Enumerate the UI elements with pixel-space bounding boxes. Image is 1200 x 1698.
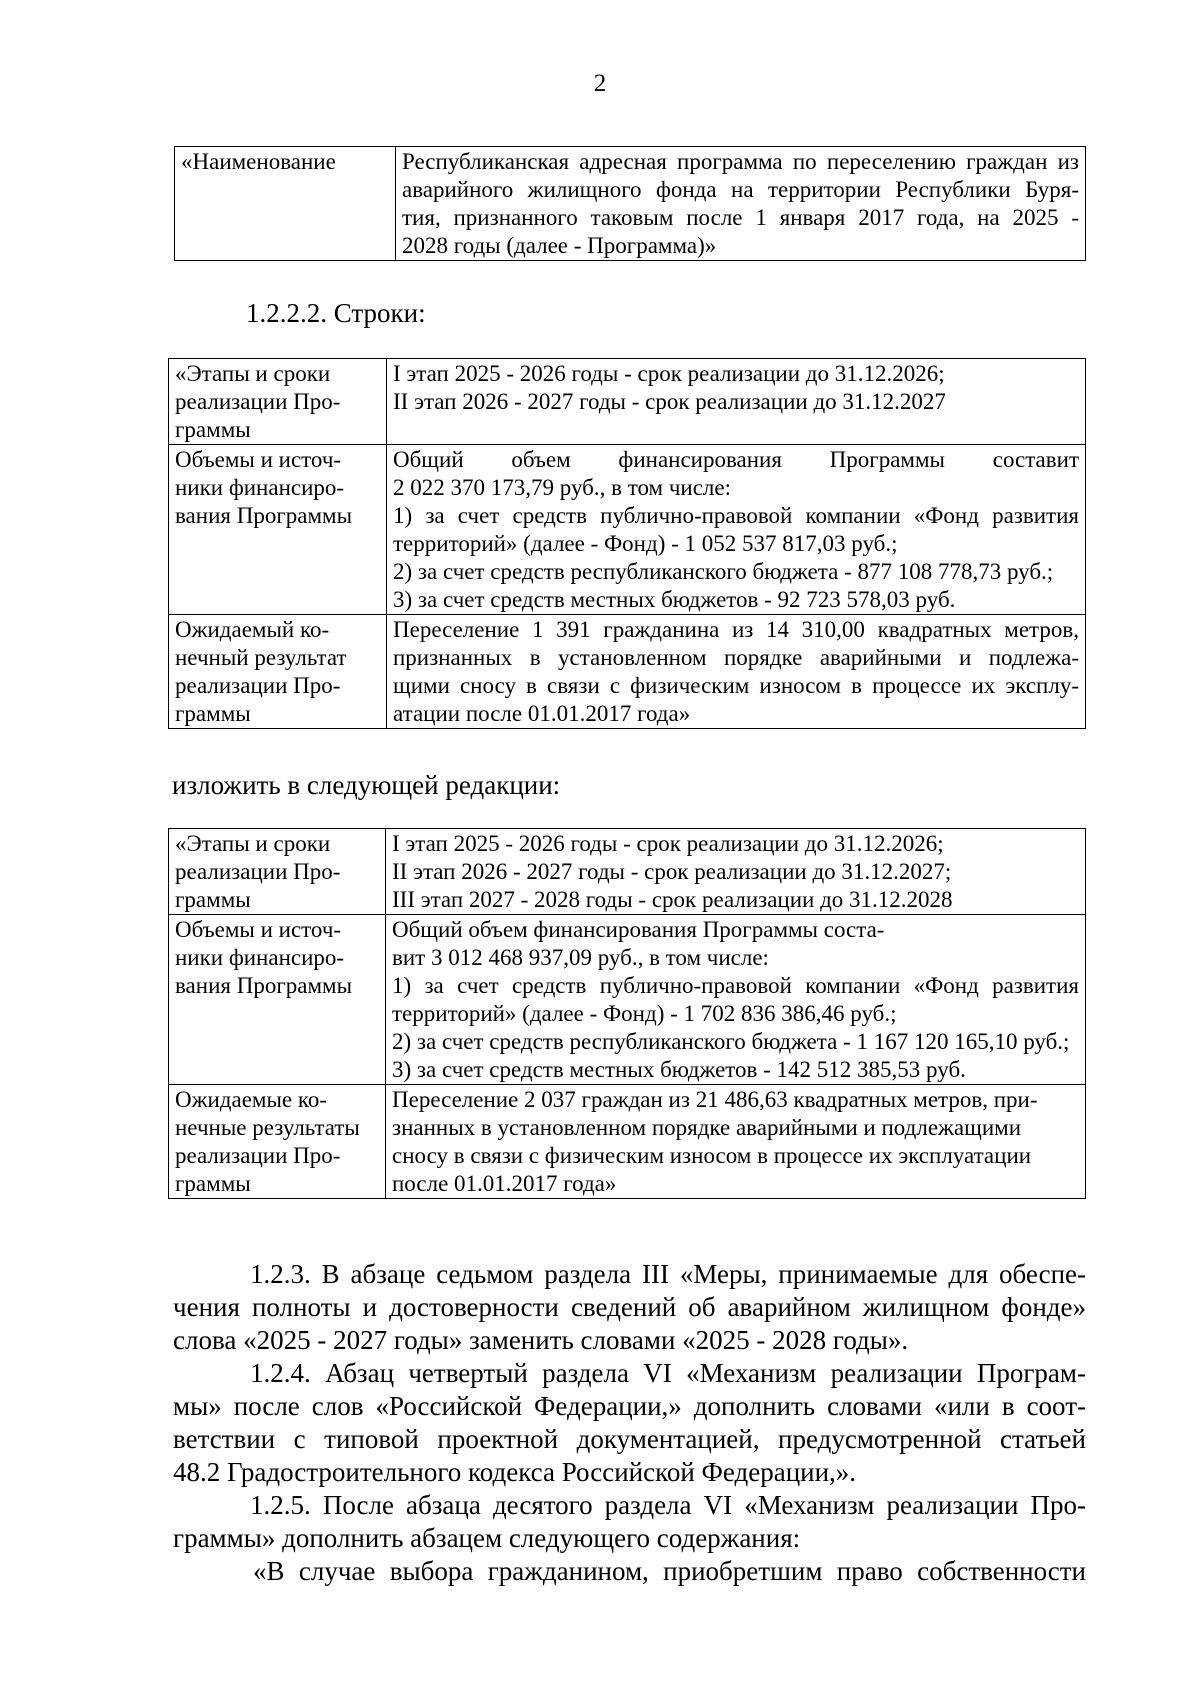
- table-row: [169, 829, 1086, 915]
- value-line: территорий» (далее - Фонд) - 1 052 537 817,03 руб.;: [393, 531, 898, 556]
- row-label: [169, 359, 387, 445]
- section-heading-new-wording: изложить в следующей редакции:: [172, 770, 561, 800]
- paragraph-1-2-4: [173, 1357, 1086, 1489]
- label-line: ники финансиро-: [175, 475, 345, 500]
- table-row: [175, 147, 1086, 261]
- value-line: 3) за счет средств местных бюджетов - 142 512 385,53 руб.: [392, 1057, 966, 1082]
- row-value: [387, 445, 1086, 615]
- label-line: граммы: [175, 417, 251, 442]
- value-line: аварийного жилищного фонда на территории Республики Буря-: [402, 177, 1079, 202]
- label-line: Ожидаемый ко-: [175, 617, 330, 642]
- label-line: граммы: [175, 701, 251, 726]
- row-value: [387, 615, 1086, 729]
- section-heading-rows: 1.2.2.2. Строки:: [246, 298, 426, 328]
- label-line: реализации Про-: [175, 673, 341, 698]
- value-line: Общий объем финансирования Программы соста-: [392, 917, 885, 942]
- value-line: III этап 2027 - 2028 годы - срок реализации до 31.12.2028: [392, 887, 953, 912]
- label-line: нечный результат: [175, 645, 347, 670]
- row-label: [175, 147, 396, 261]
- paragraph-line: мы» после слов «Российской Федерации,» дополнить словами «или в соот-: [173, 1391, 1086, 1421]
- page-number: 2: [593, 70, 607, 97]
- paragraph-line: 1.2.5. После абзаца десятого раздела VI «Механизм реализации Про-: [250, 1490, 1086, 1520]
- value-line: II этап 2026 - 2027 годы - срок реализации до 31.12.2027: [393, 389, 946, 414]
- paragraph-line: чения полноты и достоверности сведений об аварийном жилищном фонде»: [173, 1292, 1086, 1322]
- table-new-rows: [168, 828, 1086, 1199]
- table-row: [169, 615, 1086, 729]
- value-line: территорий» (далее - Фонд) - 1 702 836 386,46 руб.;: [392, 1001, 897, 1026]
- row-label: [169, 1085, 386, 1199]
- value-line: Переселение 1 391 гражданина из 14 310,00 квадратных метров,: [393, 617, 1079, 642]
- value-line: знанных в установленном порядке аварийными и подлежащими: [392, 1115, 1022, 1140]
- paragraph-line: 1.2.4. Абзац четвертый раздела VI «Механизм реализации Програм-: [250, 1358, 1086, 1388]
- value-line: Общий объем финансирования Программы составит: [393, 447, 1079, 472]
- label-line: ники финансиро-: [175, 945, 345, 970]
- label-line: вания Программы: [175, 503, 353, 528]
- value-line: 2028 годы (далее - Программа)»: [402, 233, 717, 258]
- label-line: граммы: [175, 1171, 251, 1196]
- value-line: тия, признанного таковым после 1 января 2017 года, на 2025 -: [402, 205, 1079, 230]
- row-value: [386, 915, 1086, 1085]
- paragraph-1-2-3: [173, 1258, 1086, 1357]
- paragraph-line: граммы» дополнить абзацем следующего содержания:: [173, 1523, 801, 1553]
- value-line: вит 3 012 468 937,09 руб., в том числе:: [392, 945, 769, 970]
- value-line: II этап 2026 - 2027 годы - срок реализации до 31.12.2027;: [392, 859, 952, 884]
- label-line: «Этапы и сроки: [175, 831, 331, 856]
- value-line: 2) за счет средств республиканского бюджета - 877 108 778,73 руб.;: [393, 559, 1054, 584]
- table-row: [169, 359, 1086, 445]
- row-value: [387, 359, 1086, 445]
- label-line: «Наименование: [181, 149, 336, 174]
- row-label: [169, 915, 386, 1085]
- table-row: [169, 915, 1086, 1085]
- value-line: 1) за счет средств публично-правовой компании «Фонд развития: [392, 973, 1079, 998]
- table-program-name: [174, 146, 1086, 261]
- paragraph-quote: [173, 1555, 1086, 1588]
- row-label: [169, 445, 387, 615]
- table-row: [169, 445, 1086, 615]
- paragraph-line: 48.2 Градостроительного кодекса Российской Федерации,».: [173, 1457, 857, 1487]
- value-line: 2) за счет средств республиканского бюджета - 1 167 120 165,10 руб.;: [392, 1029, 1070, 1054]
- paragraph-1-2-5: [173, 1489, 1086, 1555]
- row-value: [396, 147, 1086, 261]
- row-label: [169, 615, 387, 729]
- paragraph-line: ветствии с типовой проектной документацией, предусмотренной статьей: [173, 1424, 1086, 1454]
- label-line: «Этапы и сроки: [175, 361, 331, 386]
- label-line: вания Программы: [175, 973, 353, 998]
- value-line: 2 022 370 173,79 руб., в том числе:: [393, 475, 731, 500]
- label-line: нечные результаты: [175, 1115, 360, 1140]
- value-line: щими сносу в связи с физическим износом в процессе их эксплу-: [393, 673, 1079, 698]
- value-line: признанных в установленном порядке аварийными и подлежа-: [393, 645, 1079, 670]
- value-line: 1) за счет средств публично-правовой компании «Фонд развития: [393, 503, 1079, 528]
- paragraph-line: 1.2.3. В абзаце седьмом раздела III «Меры, принимаемые для обеспе-: [250, 1259, 1086, 1289]
- label-line: реализации Про-: [175, 389, 341, 414]
- table-current-rows: [168, 358, 1086, 729]
- value-line: I этап 2025 - 2026 годы - срок реализации до 31.12.2026;: [393, 361, 945, 386]
- row-label: [169, 829, 386, 915]
- value-line: после 01.01.2017 года»: [392, 1171, 617, 1196]
- table-row: [169, 1085, 1086, 1199]
- value-line: I этап 2025 - 2026 годы - срок реализации до 31.12.2026;: [392, 831, 944, 856]
- label-line: Ожидаемые ко-: [175, 1087, 328, 1112]
- value-line: атации после 01.01.2017 года»: [393, 701, 691, 726]
- label-line: Объемы и источ-: [175, 917, 342, 942]
- paragraph-line: слова «2025 - 2027 годы» заменить словами «2025 - 2028 годы».: [173, 1325, 909, 1355]
- value-line: Республиканская адресная программа по переселению граждан из: [402, 149, 1079, 174]
- label-line: граммы: [175, 887, 251, 912]
- label-line: реализации Про-: [175, 1143, 341, 1168]
- value-line: сносу в связи с физическим износом в процессе их эксплуатации: [392, 1143, 1032, 1168]
- row-value: [386, 1085, 1086, 1199]
- row-value: [386, 829, 1086, 915]
- value-line: Переселение 2 037 граждан из 21 486,63 квадратных метров, при-: [392, 1087, 1038, 1112]
- label-line: Объемы и источ-: [175, 447, 342, 472]
- paragraph-line: «В случае выбора гражданином, приобретшим право собственности: [253, 1556, 1086, 1586]
- label-line: реализации Про-: [175, 859, 341, 884]
- value-line: 3) за счет средств местных бюджетов - 92 723 578,03 руб.: [393, 587, 956, 612]
